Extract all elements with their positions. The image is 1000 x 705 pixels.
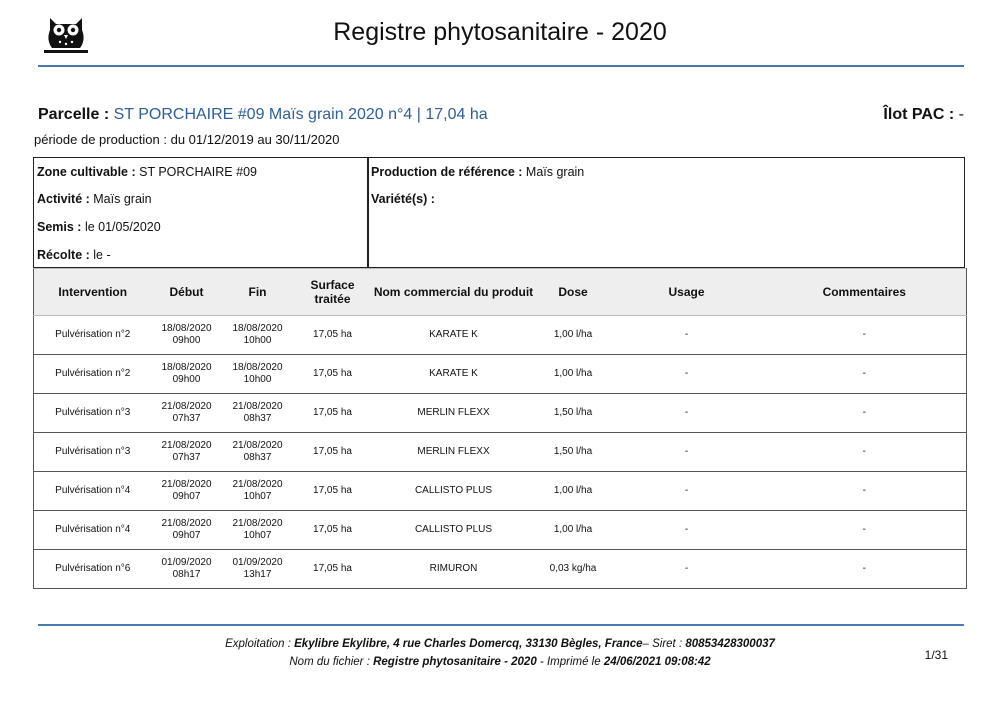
cell-commentaires: - bbox=[763, 472, 967, 511]
ilot-pac bbox=[883, 106, 964, 124]
semis-value: le 01/05/2020 bbox=[84, 220, 161, 234]
zone-value: ST PORCHAIRE #09 bbox=[139, 165, 257, 179]
cell-commentaires: - bbox=[763, 433, 967, 472]
cell-commentaires: - bbox=[763, 550, 967, 589]
cell-debut: 21/08/2020 09h07 bbox=[152, 472, 222, 511]
table-header-row bbox=[34, 269, 967, 316]
cell-surface: 17,05 ha bbox=[294, 316, 372, 355]
page-title: Registre phytosanitaire - 2020 bbox=[333, 18, 667, 46]
interventions-table bbox=[33, 268, 967, 589]
col-surface: Surface traitée bbox=[294, 269, 372, 316]
header-divider bbox=[38, 65, 964, 67]
cell-dose: 1,00 l/ha bbox=[536, 511, 611, 550]
parcel-line bbox=[38, 106, 488, 124]
semis-field: Semis : le 01/05/2020 bbox=[37, 220, 161, 234]
cell-debut: 21/08/2020 07h37 bbox=[152, 394, 222, 433]
cell-surface: 17,05 ha bbox=[294, 394, 372, 433]
cell-produit: RIMURON bbox=[372, 550, 536, 589]
col-produit: Nom commercial du produit bbox=[372, 269, 536, 316]
production-value: Maïs grain bbox=[525, 165, 585, 179]
cell-produit: CALLISTO PLUS bbox=[372, 472, 536, 511]
table-row bbox=[34, 472, 967, 511]
siret-value: 80853428300037 bbox=[685, 638, 775, 650]
cell-commentaires: - bbox=[763, 355, 967, 394]
cell-usage: - bbox=[611, 550, 763, 589]
cell-intervention: Pulvérisation n°3 bbox=[34, 394, 152, 433]
cell-fin: 01/09/2020 13h17 bbox=[222, 550, 294, 589]
cell-produit: KARATE K bbox=[372, 355, 536, 394]
cell-intervention: Pulvérisation n°2 bbox=[34, 316, 152, 355]
cell-usage: - bbox=[611, 316, 763, 355]
activite-value: Maïs grain bbox=[93, 192, 152, 206]
col-dose: Dose bbox=[536, 269, 611, 316]
cell-debut: 01/09/2020 08h17 bbox=[152, 550, 222, 589]
cell-usage: - bbox=[611, 433, 763, 472]
cell-commentaires: - bbox=[763, 316, 967, 355]
parcel-value: ST PORCHAIRE #09 Maïs grain 2020 n°4 | 17,04 ha bbox=[113, 106, 488, 123]
cell-usage: - bbox=[611, 394, 763, 433]
footer-fichier: Nom du fichier : Registre phytosanitaire - 2020 - Imprimé le 24/06/2021 09:08:42 bbox=[289, 656, 711, 668]
table-row bbox=[34, 511, 967, 550]
cell-usage: - bbox=[611, 355, 763, 394]
periode-production: période de production : du 01/12/2019 au 30/11/2020 bbox=[34, 132, 340, 147]
col-commentaires: Commentaires bbox=[763, 269, 967, 316]
cell-debut: 21/08/2020 07h37 bbox=[152, 433, 222, 472]
col-usage: Usage bbox=[611, 269, 763, 316]
table-row bbox=[34, 550, 967, 589]
cell-dose: 0,03 kg/ha bbox=[536, 550, 611, 589]
col-intervention: Intervention bbox=[34, 269, 152, 316]
cell-fin: 21/08/2020 10h07 bbox=[222, 511, 294, 550]
cell-surface: 17,05 ha bbox=[294, 433, 372, 472]
cell-commentaires: - bbox=[763, 511, 967, 550]
cell-dose: 1,50 l/ha bbox=[536, 394, 611, 433]
exploitation-value: Ekylibre Ekylibre, 4 rue Charles Domercq, 33130 Bègles, France bbox=[294, 638, 643, 650]
footer-exploitation: Exploitation : Ekylibre Ekylibre, 4 rue Charles Domercq, 33130 Bègles, France– Siret : 80853428300037 bbox=[225, 638, 775, 650]
page-number: 1/31 bbox=[924, 648, 948, 662]
cell-produit: KARATE K bbox=[372, 316, 536, 355]
col-debut: Début bbox=[152, 269, 222, 316]
cell-fin: 21/08/2020 08h37 bbox=[222, 394, 294, 433]
cell-intervention: Pulvérisation n°6 bbox=[34, 550, 152, 589]
cell-usage: - bbox=[611, 472, 763, 511]
col-fin: Fin bbox=[222, 269, 294, 316]
recolte-field: Récolte : le - bbox=[37, 248, 111, 262]
info-box bbox=[33, 157, 965, 268]
cell-commentaires: - bbox=[763, 394, 967, 433]
activite-field: Activité : Maïs grain bbox=[37, 192, 152, 206]
cell-debut: 18/08/2020 09h00 bbox=[152, 316, 222, 355]
cell-dose: 1,00 l/ha bbox=[536, 472, 611, 511]
cell-debut: 21/08/2020 09h07 bbox=[152, 511, 222, 550]
cell-intervention: Pulvérisation n°2 bbox=[34, 355, 152, 394]
cell-produit: MERLIN FLEXX bbox=[372, 394, 536, 433]
cell-dose: 1,50 l/ha bbox=[536, 433, 611, 472]
info-divider bbox=[367, 158, 369, 267]
variete-field: Variété(s) : bbox=[371, 192, 435, 206]
cell-usage: - bbox=[611, 511, 763, 550]
fichier-value: Registre phytosanitaire - 2020 bbox=[373, 656, 537, 668]
cell-intervention: Pulvérisation n°4 bbox=[34, 511, 152, 550]
table-row bbox=[34, 394, 967, 433]
cell-fin: 18/08/2020 10h00 bbox=[222, 316, 294, 355]
cell-surface: 17,05 ha bbox=[294, 355, 372, 394]
cell-intervention: Pulvérisation n°3 bbox=[34, 433, 152, 472]
cell-surface: 17,05 ha bbox=[294, 550, 372, 589]
footer-divider bbox=[38, 624, 964, 626]
cell-surface: 17,05 ha bbox=[294, 511, 372, 550]
cell-surface: 17,05 ha bbox=[294, 472, 372, 511]
table-row bbox=[34, 433, 967, 472]
table-row bbox=[34, 316, 967, 355]
cell-dose: 1,00 l/ha bbox=[536, 316, 611, 355]
cell-dose: 1,00 l/ha bbox=[536, 355, 611, 394]
cell-debut: 18/08/2020 09h00 bbox=[152, 355, 222, 394]
cell-produit: MERLIN FLEXX bbox=[372, 433, 536, 472]
production-field: Production de référence : Maïs grain bbox=[371, 165, 585, 179]
parcel-label: Parcelle : bbox=[38, 106, 114, 123]
cell-fin: 18/08/2020 10h00 bbox=[222, 355, 294, 394]
ilot-label: Îlot PAC : bbox=[883, 106, 959, 123]
recolte-value: le - bbox=[93, 248, 111, 262]
cell-produit: CALLISTO PLUS bbox=[372, 511, 536, 550]
zone-field: Zone cultivable : ST PORCHAIRE #09 bbox=[37, 165, 257, 179]
table-row bbox=[34, 355, 967, 394]
ilot-value: - bbox=[958, 106, 964, 123]
cell-intervention: Pulvérisation n°4 bbox=[34, 472, 152, 511]
cell-fin: 21/08/2020 10h07 bbox=[222, 472, 294, 511]
imprime-value: 24/06/2021 09:08:42 bbox=[603, 656, 711, 668]
cell-fin: 21/08/2020 08h37 bbox=[222, 433, 294, 472]
